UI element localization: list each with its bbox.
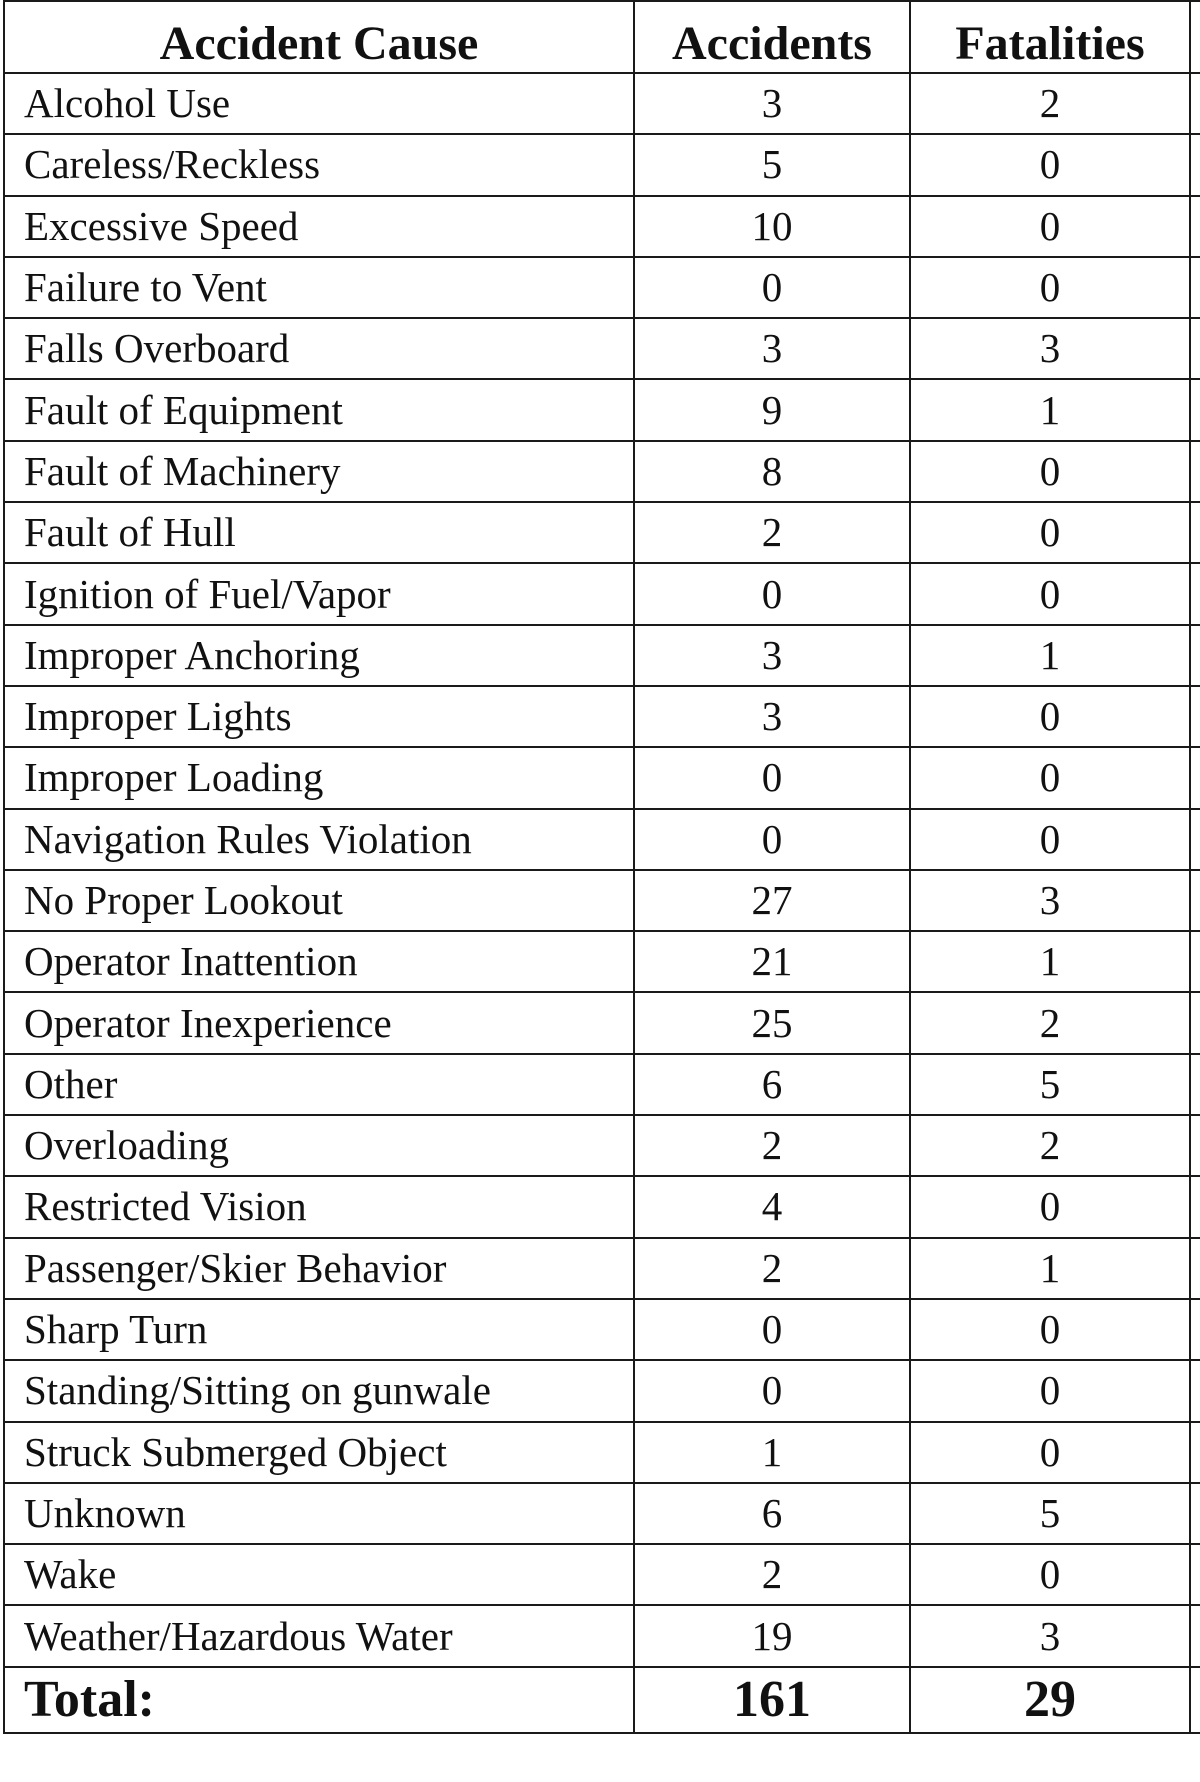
- fatalities-cell: 0: [910, 1360, 1190, 1421]
- accidents-cell: 0: [634, 1360, 910, 1421]
- cutoff-cell: [1190, 1483, 1200, 1544]
- table-row: [4, 196, 1200, 257]
- cause-cell: Failure to Vent: [4, 257, 634, 318]
- fatalities-cell: 2: [910, 992, 1190, 1053]
- accidents-cell: 8: [634, 441, 910, 502]
- table-body: [4, 73, 1200, 1667]
- header-fatalities: Fatalities: [910, 1, 1190, 73]
- cutoff-cell: [1190, 1605, 1200, 1666]
- fatalities-cell: 2: [910, 1115, 1190, 1176]
- cutoff-cell: [1190, 1422, 1200, 1483]
- accidents-cell: 3: [634, 318, 910, 379]
- fatalities-cell: 0: [910, 134, 1190, 195]
- cause-cell: Ignition of Fuel/Vapor: [4, 563, 634, 624]
- cutoff-cell: [1190, 73, 1200, 134]
- accidents-cell: 6: [634, 1483, 910, 1544]
- accidents-cell: 0: [634, 563, 910, 624]
- cutoff-cell: [1190, 196, 1200, 257]
- table-row: [4, 563, 1200, 624]
- cause-cell: Operator Inexperience: [4, 992, 634, 1053]
- table-row: [4, 1422, 1200, 1483]
- accidents-cell: 19: [634, 1605, 910, 1666]
- accidents-cell: 9: [634, 379, 910, 440]
- cause-cell: Passenger/Skier Behavior: [4, 1238, 634, 1299]
- cause-cell: Fault of Machinery: [4, 441, 634, 502]
- table-row: [4, 502, 1200, 563]
- accidents-cell: 0: [634, 809, 910, 870]
- fatalities-cell: 0: [910, 441, 1190, 502]
- cause-cell: Falls Overboard: [4, 318, 634, 379]
- cutoff-cell: [1190, 686, 1200, 747]
- fatalities-cell: 1: [910, 379, 1190, 440]
- cause-cell: Improper Lights: [4, 686, 634, 747]
- cutoff-cell: [1190, 502, 1200, 563]
- table-row: [4, 1360, 1200, 1421]
- total-label: Total:: [4, 1667, 634, 1733]
- table-row: [4, 1238, 1200, 1299]
- accidents-cell: 25: [634, 992, 910, 1053]
- accidents-cell: 3: [634, 73, 910, 134]
- total-accidents: 161: [634, 1667, 910, 1733]
- fatalities-cell: 0: [910, 257, 1190, 318]
- fatalities-cell: 0: [910, 1176, 1190, 1237]
- cutoff-cell: [1190, 809, 1200, 870]
- fatalities-cell: 2: [910, 73, 1190, 134]
- table-row: [4, 625, 1200, 686]
- header-cutoff-column: [1190, 1, 1200, 73]
- fatalities-cell: 0: [910, 1544, 1190, 1605]
- accident-cause-table-frame: [3, 0, 1200, 1734]
- cause-cell: No Proper Lookout: [4, 870, 634, 931]
- cause-cell: Standing/Sitting on gunwale: [4, 1360, 634, 1421]
- cutoff-cell: [1190, 1176, 1200, 1237]
- fatalities-cell: 3: [910, 870, 1190, 931]
- fatalities-cell: 0: [910, 502, 1190, 563]
- table-row: [4, 747, 1200, 808]
- cause-cell: Alcohol Use: [4, 73, 634, 134]
- table-row: [4, 992, 1200, 1053]
- table-row: [4, 441, 1200, 502]
- cause-cell: Restricted Vision: [4, 1176, 634, 1237]
- cause-cell: Fault of Hull: [4, 502, 634, 563]
- table-row: [4, 73, 1200, 134]
- accidents-cell: 5: [634, 134, 910, 195]
- fatalities-cell: 1: [910, 931, 1190, 992]
- accidents-cell: 6: [634, 1054, 910, 1115]
- cause-cell: Wake: [4, 1544, 634, 1605]
- table-row: [4, 1299, 1200, 1360]
- accidents-cell: 3: [634, 625, 910, 686]
- table-row: [4, 257, 1200, 318]
- cause-cell: Improper Loading: [4, 747, 634, 808]
- table-row: [4, 1483, 1200, 1544]
- cause-cell: Sharp Turn: [4, 1299, 634, 1360]
- cause-cell: Overloading: [4, 1115, 634, 1176]
- header-accident-cause: Accident Cause: [4, 1, 634, 73]
- cause-cell: Navigation Rules Violation: [4, 809, 634, 870]
- table-row: [4, 870, 1200, 931]
- table-row: [4, 809, 1200, 870]
- fatalities-cell: 5: [910, 1483, 1190, 1544]
- cutoff-cell: [1190, 441, 1200, 502]
- cutoff-cell: [1190, 992, 1200, 1053]
- cutoff-cell: [1190, 318, 1200, 379]
- cutoff-cell: [1190, 1299, 1200, 1360]
- cause-cell: Careless/Reckless: [4, 134, 634, 195]
- cutoff-cell: [1190, 1238, 1200, 1299]
- cutoff-cell: [1190, 563, 1200, 624]
- cause-cell: Excessive Speed: [4, 196, 634, 257]
- cause-cell: Weather/Hazardous Water: [4, 1605, 634, 1666]
- cutoff-cell: [1190, 1115, 1200, 1176]
- accidents-cell: 0: [634, 1299, 910, 1360]
- cutoff-cell: [1190, 1054, 1200, 1115]
- accident-cause-table: [3, 0, 1200, 1734]
- table-row: [4, 318, 1200, 379]
- fatalities-cell: 3: [910, 318, 1190, 379]
- table-row: [4, 686, 1200, 747]
- table-header-row: [4, 1, 1200, 73]
- cutoff-cell: [1190, 747, 1200, 808]
- fatalities-cell: 0: [910, 563, 1190, 624]
- fatalities-cell: 0: [910, 809, 1190, 870]
- total-row: [4, 1667, 1200, 1733]
- cause-cell: Operator Inattention: [4, 931, 634, 992]
- accidents-cell: 2: [634, 1238, 910, 1299]
- cause-cell: Struck Submerged Object: [4, 1422, 634, 1483]
- table-row: [4, 134, 1200, 195]
- fatalities-cell: 1: [910, 625, 1190, 686]
- fatalities-cell: 0: [910, 747, 1190, 808]
- cause-cell: Fault of Equipment: [4, 379, 634, 440]
- header-accidents: Accidents: [634, 1, 910, 73]
- cutoff-cell: [1190, 931, 1200, 992]
- cutoff-cell: [1190, 625, 1200, 686]
- table-row: [4, 1605, 1200, 1666]
- accidents-cell: 1: [634, 1422, 910, 1483]
- accidents-cell: 0: [634, 747, 910, 808]
- accidents-cell: 10: [634, 196, 910, 257]
- accidents-cell: 0: [634, 257, 910, 318]
- table-row: [4, 379, 1200, 440]
- table-row: [4, 931, 1200, 992]
- cutoff-cell: [1190, 1544, 1200, 1605]
- accidents-cell: 3: [634, 686, 910, 747]
- accidents-cell: 27: [634, 870, 910, 931]
- cause-cell: Unknown: [4, 1483, 634, 1544]
- table-row: [4, 1115, 1200, 1176]
- accidents-cell: 2: [634, 502, 910, 563]
- accidents-cell: 21: [634, 931, 910, 992]
- accidents-cell: 2: [634, 1544, 910, 1605]
- cutoff-cell: [1190, 257, 1200, 318]
- accidents-cell: 2: [634, 1115, 910, 1176]
- fatalities-cell: 0: [910, 196, 1190, 257]
- table-row: [4, 1176, 1200, 1237]
- fatalities-cell: 0: [910, 1299, 1190, 1360]
- accidents-cell: 4: [634, 1176, 910, 1237]
- fatalities-cell: 5: [910, 1054, 1190, 1115]
- cutoff-cell: [1190, 870, 1200, 931]
- fatalities-cell: 1: [910, 1238, 1190, 1299]
- fatalities-cell: 3: [910, 1605, 1190, 1666]
- total-cutoff-cell: [1190, 1667, 1200, 1733]
- cause-cell: Improper Anchoring: [4, 625, 634, 686]
- fatalities-cell: 0: [910, 1422, 1190, 1483]
- cutoff-cell: [1190, 134, 1200, 195]
- total-fatalities: 29: [910, 1667, 1190, 1733]
- fatalities-cell: 0: [910, 686, 1190, 747]
- cutoff-cell: [1190, 1360, 1200, 1421]
- table-row: [4, 1544, 1200, 1605]
- table-row: [4, 1054, 1200, 1115]
- cutoff-cell: [1190, 379, 1200, 440]
- cause-cell: Other: [4, 1054, 634, 1115]
